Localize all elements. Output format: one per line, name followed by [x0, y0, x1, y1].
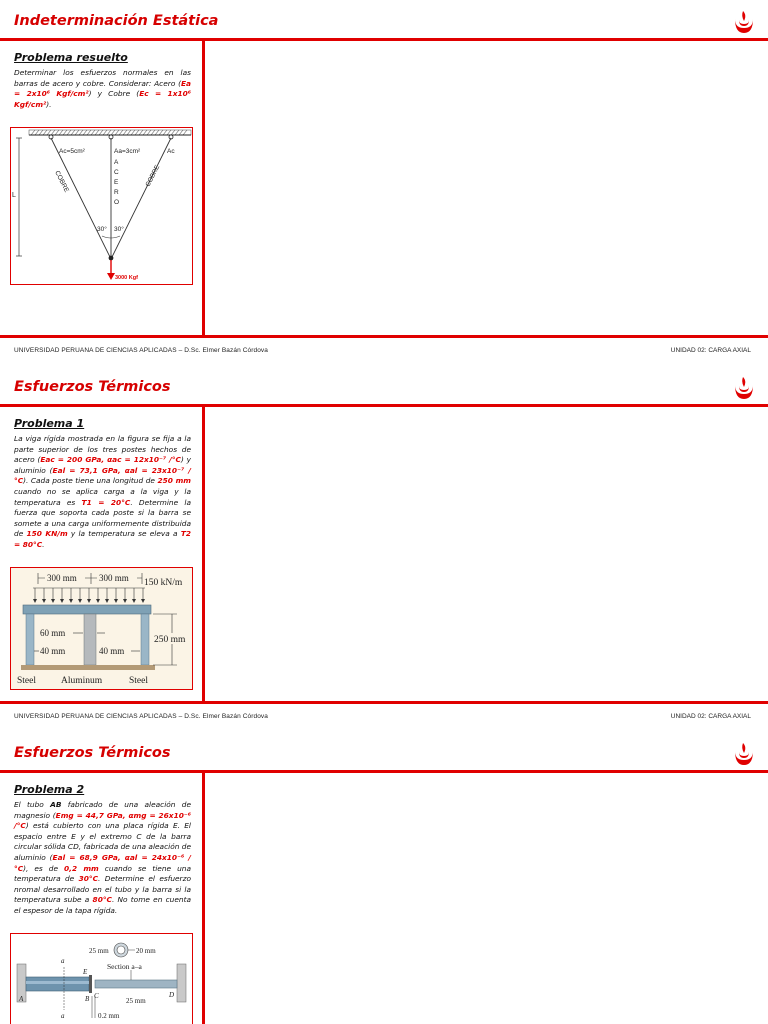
steel-width-label-left: 40 mm [40, 646, 66, 656]
aluminum-post [84, 614, 96, 665]
angle-label-left: 30° [97, 226, 107, 233]
rod-diameter-label: 25 mm [126, 997, 146, 1005]
slide-header [0, 732, 768, 772]
material-label-steel-right: Steel [129, 676, 148, 686]
upc-logo-icon [730, 740, 758, 768]
copper-area-label: Ac=5cm² [59, 148, 85, 155]
steel-area-label: Aa=3cm² [114, 148, 141, 155]
section-label: Section a–a [107, 962, 142, 971]
upc-logo-icon [730, 8, 758, 36]
copper-area-label-right: Ac [167, 148, 175, 155]
header-rule [0, 38, 768, 41]
slide-1 [0, 0, 768, 366]
header-rule [0, 404, 768, 407]
material-label-aluminum: Aluminum [61, 676, 103, 686]
gap-label: 0.2 mm [98, 1012, 120, 1020]
steel-letter: A [114, 159, 119, 166]
rigid-plate [89, 975, 92, 993]
slide-2 [0, 366, 768, 732]
steel-letter: E [114, 179, 119, 186]
footer-rule [0, 701, 768, 704]
section-mark-bottom: a [61, 1012, 65, 1020]
point-e-label: E [83, 968, 88, 976]
tube-inner-dimension: 20 mm [136, 947, 156, 955]
slide-header [0, 0, 768, 40]
section-mark-top: a [61, 957, 65, 965]
column-divider [202, 38, 205, 338]
problem-statement: La viga rígida mostrada en la figura se fija a la parte superior de los tres postes hechos de acero (Eac = 200 GPa, αac = 12x10⁻⁷ /°C) y aluminio (Eal = 73,1 GPa, αal = 23x10⁻⁷ /°C). Cada poste tiene una longitud de 250 mm cuando no se aplica carga a la viga y la temperatura es T1 = 20°C. Determine la fuerza que soporta cada poste si la barra se somete a una carga uniformemente distribuida de 150 KN/m y la temperatura se eleva a T2 = 80°C. [14, 434, 192, 549]
steel-width-label-right: 40 mm [99, 646, 125, 656]
aluminum-width-label: 60 mm [40, 628, 66, 638]
tube-outer-dimension: 25 mm [89, 947, 109, 955]
load-label: 3000 Kgf [115, 275, 138, 281]
span-dimension-right: 300 mm [99, 573, 129, 583]
aluminum-rod [95, 980, 177, 988]
problem-statement: El tubo AB fabricado de una aleación de magnesio (Emg = 44,7 GPa, αmg = 26x10⁻⁶ /°C) está cubierto con una placa rígida E. El espacio entre E y el extremo C de la barra circular sólida CD, fabricada de una aleación de aluminio (Eal = 68,9 GPa, αal = 24x10⁻⁶ /°C), es de 0,2 mm cuando se tiene una temperatura de 30°C. Determine el esfuerzo nromal desarrollado en el tubo y la barra si la temperatura sube a 80°C. No tome en cuenta el espesor de la tapa rígida. [14, 800, 192, 915]
footer-rule [0, 335, 768, 338]
point-b-label: B [85, 995, 90, 1003]
point-c-label: C [94, 992, 99, 1000]
slide-3 [0, 732, 768, 1024]
copper-bar-label-left: COBRE [53, 169, 70, 194]
point-a-label: A [19, 995, 24, 1003]
point-d-label: D [169, 991, 175, 999]
footer-unit: UNIDAD 02: CARGA AXIAL [670, 347, 751, 354]
angle-label-right: 30° [114, 226, 124, 233]
steel-letter: O [114, 199, 120, 206]
right-wall [177, 964, 186, 1002]
steel-letter: R [114, 189, 119, 196]
slide-title: Esfuerzos Térmicos [14, 745, 171, 761]
truss-figure [10, 127, 193, 285]
steel-post-left [26, 614, 34, 665]
upc-logo-icon [730, 374, 758, 402]
problem-title: Problema 1 [14, 417, 85, 430]
posts-figure [10, 567, 193, 690]
problem-title: Problema 2 [14, 783, 85, 796]
column-divider [202, 404, 205, 704]
slide-title: Esfuerzos Térmicos [14, 379, 171, 395]
material-label-steel-left: Steel [17, 676, 36, 686]
rigid-beam [23, 605, 151, 614]
copper-bar-label-right: COBRE [144, 164, 162, 188]
length-label: L [12, 192, 16, 199]
problem-title: Problema resuelto [14, 51, 128, 64]
problem-statement: Determinar los esfuerzos normales en las barras de acero y cobre. Considerar: Acero (Ea = 2x10⁶ Kgf/cm²) y Cobre (Ec = 1x10⁶ Kgf/cm²). [14, 68, 191, 109]
steel-post-right [141, 614, 149, 665]
slide-title: Indeterminación Estática [14, 13, 219, 29]
footer-unit: UNIDAD 02: CARGA AXIAL [670, 713, 751, 720]
span-dimension-left: 300 mm [47, 573, 77, 583]
footer-university: UNIVERSIDAD PERUANA DE CIENCIAS APLICADAS – D.Sc. Elmer Bazán Córdova [14, 347, 268, 354]
tube-rod-figure [10, 933, 193, 1024]
slide-header [0, 366, 768, 406]
footer-university: UNIVERSIDAD PERUANA DE CIENCIAS APLICADAS – D.Sc. Elmer Bazán Córdova [14, 713, 268, 720]
column-divider [202, 770, 205, 1024]
steel-letter: C [114, 169, 119, 176]
post-length-label: 250 mm [154, 635, 186, 645]
distributed-load-label: 150 kN/m [144, 578, 183, 588]
header-rule [0, 770, 768, 773]
